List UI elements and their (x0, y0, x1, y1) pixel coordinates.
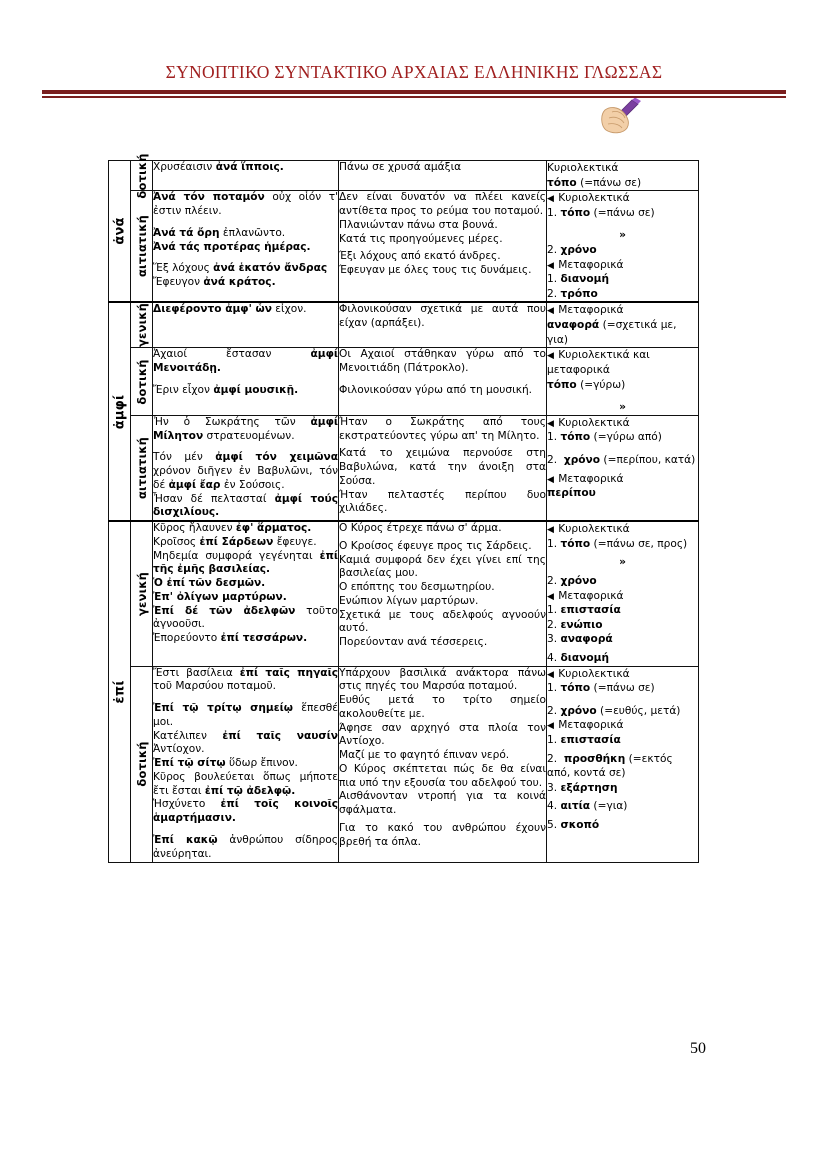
note-num: 2. (547, 574, 558, 587)
greek-plain: Κατέλιπεν (153, 729, 223, 742)
greek-plain: Ἀντίοχον. (153, 743, 205, 756)
note-bold: διανομή (560, 273, 609, 286)
translation-line: Ευθύς μετά το τρίτο σημείο ακολουθείτε με. (339, 694, 546, 720)
greek-plain: Κροῖσος (153, 535, 200, 548)
case-label-ana-dative (131, 153, 153, 199)
translation-cell (339, 302, 547, 347)
note-num: 1. (547, 604, 558, 617)
left-triangle-icon: ◀ (547, 591, 555, 602)
greek-bold: Ἐπί τῷ σίτῳ (153, 757, 226, 770)
note-num: 4. (547, 651, 558, 664)
greek-plain: ἕπεσθέ μοι. (153, 702, 338, 728)
greek-example-cell (153, 666, 339, 862)
translation-line: Ήταν πελταστές περίπου δυο χιλιάδες. (339, 488, 546, 515)
note-line (547, 667, 698, 682)
translation-cell (339, 161, 547, 191)
greek-line (153, 771, 338, 799)
note-bold: περίπου (547, 487, 596, 500)
translation-line: Δεν είναι δυνατόν να πλέει κανείς αντίθετα προς το ρεύμα του ποταμού. (339, 191, 546, 217)
note-bold: αναφορά (560, 633, 613, 646)
greek-plain: στρατευομένων. (203, 429, 295, 442)
greek-line (153, 536, 338, 550)
translation-cell (339, 348, 547, 415)
note-line (547, 176, 698, 191)
greek-bold: Ἐπί δέ τῶν ἀδελφῶν (153, 604, 296, 617)
note-bold: επιστασία (560, 734, 621, 747)
greek-plain: ἀνθρώπου σίδηρος ἀνεύρηται. (153, 834, 339, 860)
note-line (547, 537, 698, 552)
note-line (547, 589, 698, 604)
note-line (547, 818, 698, 833)
greek-plain: Ἀχαιοί ἔστασαν (153, 348, 311, 361)
hand-with-pencil-icon (592, 98, 650, 134)
note-line (547, 603, 698, 618)
note-num: 2. (547, 704, 558, 717)
translation-cell (339, 666, 547, 862)
translation-line: Πλανιώνταν πάνω στα βουνά. (339, 218, 498, 231)
note-line (547, 272, 698, 287)
translation-cell (339, 191, 547, 303)
note-num: 2. (547, 752, 558, 765)
greek-bold: ἐπί ταῖς ναυσίν (222, 729, 338, 742)
note-line (547, 206, 698, 221)
note-rest: (=πάνω σε) (590, 682, 655, 695)
greek-line (153, 241, 338, 255)
note-line (547, 472, 698, 487)
note-cell (547, 302, 699, 347)
note-bold: χρόνο (560, 574, 597, 587)
greek-line (153, 834, 338, 862)
left-triangle-icon: ◀ (547, 474, 555, 485)
greek-line (153, 702, 338, 730)
note-bold: τόπο (560, 431, 591, 444)
ditto-mark: » (619, 229, 626, 242)
note-bold: χρόνο (560, 244, 597, 257)
greek-line (153, 493, 338, 521)
note-bold: χρόνο (560, 704, 597, 717)
greek-bold: Ἐπί κακῷ (153, 834, 218, 847)
translation-line: Ο Κύρος σκέπτεται πώς δε θα είναι πια υπό την εξουσία του αδελφού του. (339, 762, 546, 789)
translation-line: Πάνω σε χρυσά αμάξια (339, 161, 462, 173)
greek-line (153, 605, 338, 633)
translation-line: Έφευγαν με όλες τους τις δυνάμεις. (339, 264, 532, 277)
note-line (547, 303, 698, 318)
case-label-text: δοτική (134, 153, 149, 199)
greek-example-cell (153, 521, 339, 666)
greek-example-cell (153, 415, 339, 521)
note-line (547, 781, 698, 796)
case-label-ana-accusative (131, 191, 153, 303)
note-num: 1. (547, 734, 558, 747)
greek-example-cell (153, 348, 339, 415)
note-text: Μεταφορικά (558, 258, 624, 271)
greek-line (153, 161, 338, 175)
greek-bold: ἀνά ἵπποις. (215, 161, 284, 173)
note-cell (547, 161, 699, 191)
preposition-label-text: ἐπί (112, 680, 127, 704)
greek-line (153, 262, 338, 276)
ditto-mark: » (619, 401, 626, 414)
greek-plain: χρόνον διῆγεν ἐν Βαβυλῶνι, τόν δέ (153, 465, 338, 491)
case-label-amfi-dative (131, 348, 153, 415)
greek-plain: Μηδεμία συμφορά γεγένηται (153, 549, 320, 562)
translation-line: Κατά το χειμώνα περνούσε στη Βαβυλώνα, κατά την άνοιξη στα Σούσα. (339, 447, 546, 487)
case-label-text: δοτική (134, 741, 149, 787)
note-bold: τόπο (547, 176, 577, 189)
note-num: 3. (547, 633, 558, 646)
table-row (109, 521, 699, 666)
greek-plain: Ἐπορεύοντο (153, 632, 221, 645)
note-rest: (=σχετικά με, για) (547, 319, 677, 346)
greek-plain: Ἔφευγον (153, 276, 204, 289)
note-line (547, 416, 698, 431)
note-line (547, 430, 698, 445)
note-cell (547, 521, 699, 666)
greek-bold: ἀμφί ἔαρ (168, 478, 221, 491)
greek-bold: ἀμφί τούς δισχιλίους. (153, 492, 338, 519)
preposition-label-epi (109, 521, 131, 862)
translation-cell (339, 415, 547, 521)
note-bold: τόπο (560, 682, 591, 695)
note-rest: (=περίπου, κατά) (600, 453, 696, 466)
greek-bold: ἐπί τεσσάρων. (220, 632, 308, 645)
note-bold: τρόπο (560, 287, 598, 300)
preposition-label-text: ἀνά (112, 217, 127, 245)
greek-bold: Ἀνά τάς προτέρας ἡμέρας. (153, 240, 311, 253)
greek-plain: Ἔστι βασίλεια (153, 666, 240, 679)
note-line (547, 752, 698, 781)
greek-example-cell (153, 302, 339, 347)
note-bold: διανομή (560, 651, 609, 664)
case-label-amfi-genitive (131, 302, 153, 347)
table-row (109, 415, 699, 521)
translation-line: Φιλονικούσαν σχετικά με αυτά που είχαν (αρπάξει). (339, 303, 546, 330)
case-label-text: δοτική (134, 358, 149, 405)
note-rest: (=γύρω από) (590, 431, 662, 444)
note-text: Κυριολεκτικά και μεταφορικά (547, 349, 650, 376)
translation-line: Οι Αχαιοί στάθηκαν γύρω από το Μενοιτιάδη (Πάτροκλο). (339, 348, 546, 375)
translation-line: Φιλονικούσαν γύρω από τη μουσική. (339, 383, 533, 396)
note-rest: (=πάνω σε) (590, 206, 655, 219)
note-line (547, 378, 698, 393)
case-label-epi-dative (131, 666, 153, 862)
note-rest: (=πάνω σε, προς) (590, 537, 688, 550)
greek-line (153, 348, 338, 376)
greek-line (153, 227, 338, 241)
greek-bold: ἀνά ἑκατόν ἄνδρας (213, 262, 328, 275)
note-line (547, 243, 698, 258)
greek-plain: τοῦ Μαρσύου ποταμοῦ. (153, 680, 276, 693)
greek-plain: ἐπλανῶντο. (219, 226, 286, 239)
note-bold: εξάρτηση (560, 781, 618, 794)
greek-bold: ἐπί τῷ ἀδελφῷ. (204, 784, 296, 797)
note-bold: χρόνο (563, 453, 601, 466)
grammar-table (108, 153, 699, 863)
note-bold: τόπο (560, 206, 591, 219)
greek-bold: ἀμφί Μενοιτάδῃ. (153, 348, 338, 375)
greek-plain: ἐν Σούσοις. (220, 478, 285, 491)
translation-line: Ήταν ο Σωκράτης από τους εκστρατεύοντες γύρω απ' τη Μίλητο. (339, 415, 546, 442)
note-line (547, 574, 698, 589)
table-row (109, 161, 699, 191)
note-line (547, 228, 698, 243)
note-rest: (=ευθύς, μετά) (596, 704, 681, 717)
greek-line (153, 591, 338, 605)
note-line (547, 191, 698, 206)
left-triangle-icon: ◀ (547, 525, 555, 536)
translation-line: Ο επόπτης του δεσμωτηρίου. (339, 581, 495, 594)
note-num: 2. (547, 287, 558, 300)
case-label-amfi-accusative (131, 415, 153, 521)
note-num: 2. (547, 453, 558, 466)
preposition-label-ana (109, 161, 131, 303)
note-bold: επιστασία (560, 604, 621, 617)
note-line (547, 733, 698, 748)
note-cell (547, 666, 699, 862)
translation-cell (339, 521, 547, 666)
greek-plain: Χρυσέαισιν (153, 161, 216, 173)
case-label-text: αιτιατική (134, 215, 149, 278)
greek-line (153, 276, 338, 290)
note-line (547, 681, 698, 696)
greek-line (153, 522, 338, 536)
note-text: Κυριολεκτικά (558, 523, 630, 536)
note-rest: (=για) (590, 800, 628, 813)
left-triangle-icon: ◀ (547, 351, 555, 362)
translation-line: Ενώπιον λίγων μαρτύρων. (339, 594, 479, 607)
greek-bold: Ἐπ' ὀλίγων μαρτύρων. (153, 590, 287, 603)
note-bold: ενώπιο (560, 618, 603, 631)
note-line (547, 486, 698, 501)
greek-bold: ἐπί ταῖς πηγαῖς (239, 666, 338, 679)
translation-line: Έξι λόχους από εκατό άνδρες. (339, 250, 501, 263)
note-line (547, 618, 698, 633)
greek-plain: Ἡσχύνετο (153, 798, 221, 811)
note-text: Μεταφορικά (558, 472, 624, 485)
page-number: 50 (690, 1040, 706, 1057)
translation-line: Μαζί με το φαγητό έπιναν νερό. (339, 749, 510, 762)
note-line (547, 400, 698, 415)
note-bold: τόπο (547, 378, 577, 391)
note-text: Μεταφορικά (558, 589, 624, 602)
greek-example-cell (153, 161, 339, 191)
note-line (547, 287, 698, 302)
greek-plain: Κῦρος ἤλαυνεν (153, 522, 236, 535)
note-num: 5. (547, 819, 558, 832)
ditto-mark: » (619, 556, 626, 569)
note-num: 2. (547, 618, 558, 631)
left-triangle-icon: ◀ (547, 306, 555, 317)
note-text: Μεταφορικά (558, 719, 624, 732)
greek-plain: ἔφευγε. (273, 535, 317, 548)
case-label-text: αιτιατική (134, 436, 149, 499)
note-line (547, 651, 698, 666)
case-label-text: γενική (134, 303, 149, 348)
greek-bold: Ἀνά τόν ποταμόν (153, 191, 265, 204)
note-num: 3. (547, 781, 558, 794)
left-triangle-icon: ◀ (547, 194, 555, 205)
greek-bold: Ἐπί τῷ τρίτῳ σημείῳ (153, 702, 293, 715)
note-line (547, 318, 698, 347)
greek-bold: ἐφ' ἅρματος. (235, 522, 312, 535)
note-line (547, 718, 698, 733)
greek-bold: Διεφέροντο ἀμφ' ὧν (153, 303, 272, 316)
note-line: Κυριολεκτικά (547, 162, 619, 174)
translation-line: Καμιά συμφορά δεν έχει γίνει επί της βασιλείας μου. (339, 553, 546, 580)
table-row (109, 302, 699, 347)
greek-line (153, 550, 338, 578)
note-num: 1. (547, 273, 558, 286)
note-line (547, 555, 698, 570)
note-rest: (=γύρω) (576, 378, 626, 391)
greek-line (153, 303, 338, 317)
case-label-text: γενική (134, 571, 149, 616)
note-text: Μεταφορικά (558, 304, 624, 317)
note-line (547, 632, 698, 647)
table-row (109, 666, 699, 862)
note-line (547, 258, 698, 273)
greek-line (153, 798, 338, 826)
greek-bold: Ἀνά τά ὄρη (153, 226, 220, 239)
page-title: ΣΥΝΟΠΤΙΚΟ ΣΥΝΤΑΚΤΙΚΟ ΑΡΧΑΙΑΣ ΕΛΛΗΝΙΚΗΣ ΓΛΩΣΣΑΣ (165, 62, 663, 82)
greek-line (153, 577, 338, 591)
note-text: Κυριολεκτικά (558, 667, 630, 680)
greek-line (153, 191, 338, 219)
greek-bold: ἀμφί μουσικῇ. (213, 383, 299, 396)
greek-plain: Ἔριν εἶχον (153, 383, 214, 396)
note-bold: τόπο (560, 537, 591, 550)
left-triangle-icon: ◀ (547, 418, 555, 429)
greek-plain: ὕδωρ ἔπινον. (225, 757, 298, 770)
note-num: 1. (547, 206, 558, 219)
greek-plain: οὐχ οἷόν τ' ἐστιν πλέειν. (153, 191, 338, 217)
note-bold: σκοπό (560, 819, 600, 832)
note-num: 1. (547, 431, 558, 444)
note-line (547, 453, 698, 468)
greek-plain: Ἕξ λόχους (153, 262, 214, 275)
note-bold: προσθήκη (563, 752, 626, 765)
note-cell (547, 348, 699, 415)
note-cell (547, 191, 699, 303)
note-text: Κυριολεκτικά (558, 192, 630, 205)
note-line (547, 799, 698, 814)
greek-line (153, 451, 338, 492)
greek-plain: εἶχον. (271, 303, 307, 316)
greek-bold: ἐπί τῆς ἐμῆς βασιλείας. (153, 549, 338, 576)
translation-line: Ο Κύρος έτρεχε πάνω σ' άρμα. (339, 522, 502, 535)
note-bold: αναφορά (547, 319, 600, 332)
table-row (109, 348, 699, 415)
note-num: 2. (547, 244, 558, 257)
note-cell (547, 415, 699, 521)
note-num: 1. (547, 537, 558, 550)
greek-bold: ἀμφί τόν χειμῶνα (215, 451, 338, 464)
greek-bold: ἀμφί Μίλητον (153, 415, 338, 442)
translation-line: Αισθάνονταν ντροπή για τα κοινά σφάλματα. (339, 790, 546, 817)
greek-bold: ἐπί τοῖς κοινοῖς ἁμαρτήμασιν. (153, 798, 338, 825)
preposition-label-text: ἀμφί (112, 394, 127, 430)
greek-line (153, 757, 338, 771)
greek-line (153, 730, 338, 758)
greek-line (153, 632, 338, 646)
translation-line: Υπάρχουν βασιλικά ανάκτορα πάνω στις πηγές του Μαρσύα ποταμού. (339, 666, 546, 693)
note-line (547, 348, 698, 377)
note-line (547, 522, 698, 537)
page-header (0, 52, 828, 112)
greek-line (153, 384, 338, 398)
translation-line: Κατά τις προηγούμενες μέρες. (339, 232, 503, 245)
case-label-epi-genitive (131, 521, 153, 666)
greek-bold: Ὁ ἐπί τῶν δεσμῶν. (153, 577, 266, 590)
greek-bold: ἀνά κράτος. (203, 276, 276, 289)
note-text: Κυριολεκτικά (558, 416, 630, 429)
greek-example-cell (153, 191, 339, 303)
translation-line: Πορεύονταν ανά τέσσερεις. (339, 636, 488, 649)
note-line (547, 704, 698, 719)
greek-plain: Ἦσαν δέ πελτασταί (153, 492, 275, 505)
translation-line: Ο Κροίσος έφευγε προς τις Σάρδεις. (339, 539, 532, 552)
note-rest: (=πάνω σε) (576, 176, 642, 189)
greek-bold: ἐπί Σάρδεων (199, 535, 274, 548)
table-row (109, 191, 699, 303)
note-num: 4. (547, 800, 558, 813)
greek-line (153, 416, 338, 444)
note-bold: αιτία (560, 800, 591, 813)
greek-plain: Τόν μέν (153, 451, 216, 464)
left-triangle-icon: ◀ (547, 721, 555, 732)
left-triangle-icon: ◀ (547, 260, 555, 271)
preposition-label-amfi (109, 302, 131, 521)
greek-plain: τοῦτο ἀγνοοῦσι. (153, 604, 339, 631)
greek-plain: Κῦρος βουλεύεται ὅπως μήποτε ἔτι ἔσται (153, 770, 338, 797)
translation-line: Άφησε σαν αρχηγό στα πλοία τον Αντίοχο. (339, 721, 546, 748)
note-rest: (=εκτός από, κοντά σε) (547, 752, 673, 780)
greek-plain: Ἦν ὁ Σωκράτης τῶν (153, 415, 311, 428)
translation-line: Για το κακό του ανθρώπου έχουν βρεθή τα όπλα. (339, 822, 546, 848)
left-triangle-icon: ◀ (547, 669, 555, 680)
translation-line: Σχετικά με τους αδελφούς αγνοούν αυτό. (339, 608, 546, 635)
greek-line (153, 667, 338, 695)
note-num: 1. (547, 682, 558, 695)
header-rule (42, 90, 786, 98)
